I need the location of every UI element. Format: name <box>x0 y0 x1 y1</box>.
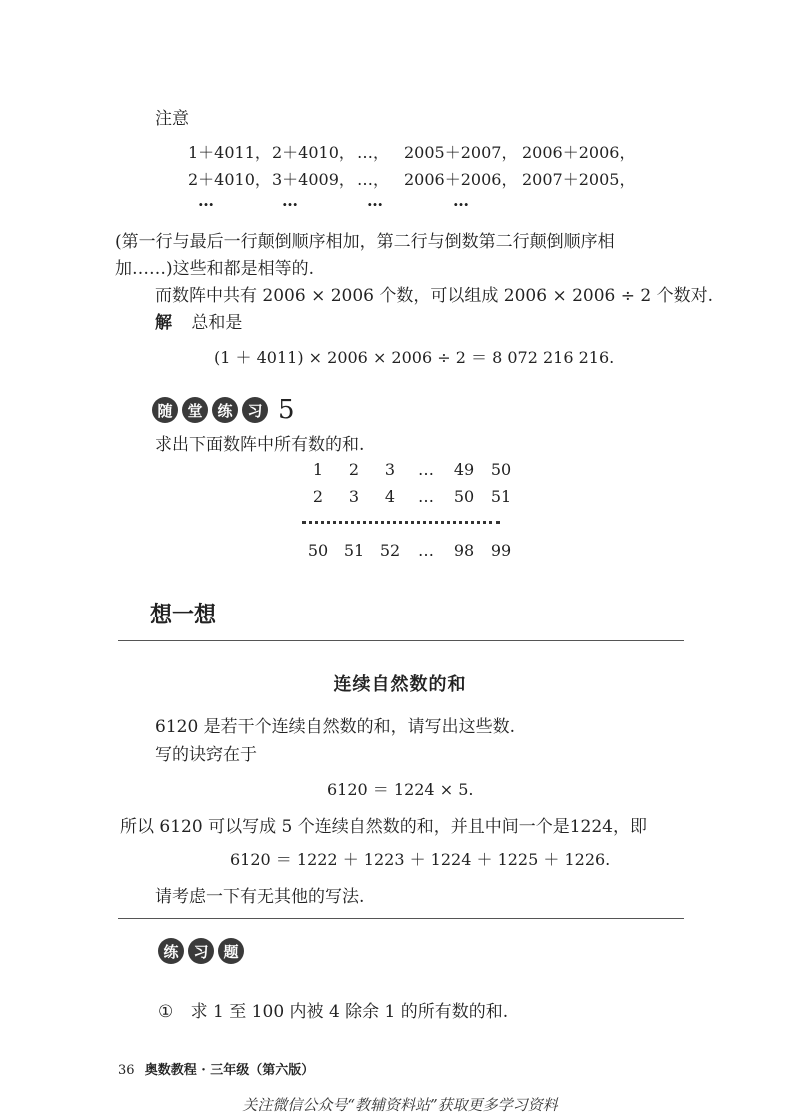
book-title: 奥数教程 · 三年级（第六版） <box>144 1063 315 1078</box>
note-r3-c3: … <box>367 191 383 210</box>
practice-row-1 <box>300 460 518 479</box>
page-number: 36 <box>118 1063 135 1078</box>
watermark-text: 关注微信公众号“教辅资料站”获取更多学习资料 <box>242 1096 558 1114</box>
practice-r1-c5: 49 <box>453 460 475 479</box>
note-r2-c2: 3＋4009， <box>272 170 355 189</box>
think-formula-1: 6120 ＝ 1224 × 5. <box>327 780 474 799</box>
practice-r1-c1: 1 <box>312 460 324 479</box>
practice-badge-3: 练 <box>212 397 238 423</box>
note-r1-c1: 1＋4011， <box>188 143 271 162</box>
solution-text: 总和是 <box>191 313 243 333</box>
note-r1-c5: 2006＋2006， <box>522 143 636 162</box>
practice-badge-2: 堂 <box>182 397 208 423</box>
note-explain-line-1: (第一行与最后一行颠倒顺序相加，第二行与倒数第二行颠倒顺序相 <box>115 232 615 252</box>
note-r2-c4: 2006＋2006， <box>404 170 518 189</box>
practice-r3-c6: 99 <box>490 541 512 560</box>
note-r3-c2: … <box>282 191 298 210</box>
think-line-3: 所以 6120 可以写成 5 个连续自然数的和，并且中间一个是1224，即 <box>120 817 647 837</box>
think-top-rule <box>118 640 684 641</box>
practice-r3-c2: 51 <box>343 541 365 560</box>
note-r3-c1: … <box>198 191 214 210</box>
think-line-2: 写的诀窍在于 <box>155 745 257 765</box>
practice-row-2 <box>300 487 518 506</box>
practice-r2-c6: 51 <box>490 487 512 506</box>
exercise-item-1-marker: ① <box>158 1002 174 1022</box>
practice-r3-c4: … <box>418 541 434 560</box>
practice-r1-c4: … <box>418 460 434 479</box>
exercise-item-1 <box>158 997 508 1022</box>
exercise-item-1-text: 求 1 至 100 内被 4 除余 1 的所有数的和. <box>190 1002 509 1022</box>
practice-header <box>152 395 295 425</box>
practice-r3-c5: 98 <box>453 541 475 560</box>
note-r1-c4: 2005＋2007， <box>404 143 518 162</box>
practice-r2-c4: … <box>418 487 434 506</box>
think-heading: 想一想 <box>150 602 217 628</box>
note-count-line: 而数阵中共有 2006 × 2006 个数，可以组成 2006 × 2006 ÷ 2 个数对. <box>155 286 714 306</box>
practice-r2-c5: 50 <box>453 487 475 506</box>
practice-dotted-line <box>302 521 500 524</box>
exercises-badge-1: 练 <box>158 938 184 964</box>
exercises-header <box>158 938 248 964</box>
note-explain-line-2: 加……)这些和都是相等的. <box>115 259 315 279</box>
note-r1-c3: …， <box>357 143 390 162</box>
solution-label: 解 <box>155 313 172 333</box>
exercises-badge-2: 习 <box>188 938 214 964</box>
think-formula-2: 6120 ＝ 1222 ＋ 1223 ＋ 1224 ＋ 1225 ＋ 1226. <box>230 850 611 869</box>
practice-badge-4: 习 <box>242 397 268 423</box>
practice-r1-c2: 2 <box>348 460 360 479</box>
note-r3-c4: … <box>453 191 469 210</box>
note-r2-c5: 2007＋2005， <box>522 170 636 189</box>
solution-line <box>155 308 242 333</box>
note-label: 注意 <box>155 109 189 129</box>
think-line-4: 请考虑一下有无其他的写法. <box>155 887 365 907</box>
note-r2-c1: 2＋4010， <box>188 170 271 189</box>
practice-r3-c3: 52 <box>379 541 401 560</box>
exercises-badge-3: 题 <box>218 938 244 964</box>
practice-r1-c6: 50 <box>490 460 512 479</box>
note-row-2 <box>188 167 635 190</box>
note-row-3 <box>198 191 469 210</box>
solution-formula: (1 ＋ 4011) × 2006 × 2006 ÷ 2 ＝ 8 072 216 216. <box>214 348 615 367</box>
practice-r3-c1: 50 <box>307 541 329 560</box>
note-r1-c2: 2＋4010， <box>272 143 355 162</box>
practice-r2-c3: 4 <box>384 487 396 506</box>
note-row-1 <box>188 140 635 163</box>
practice-number: 5 <box>278 395 295 425</box>
practice-row-last <box>300 541 518 560</box>
think-line-1: 6120 是若干个连续自然数的和，请写出这些数. <box>155 717 516 737</box>
page-footer <box>118 1059 314 1078</box>
think-title: 连续自然数的和 <box>333 674 467 695</box>
note-r2-c3: …， <box>357 170 390 189</box>
practice-r2-c1: 2 <box>312 487 324 506</box>
practice-badge-1: 随 <box>152 397 178 423</box>
practice-prompt: 求出下面数阵中所有数的和. <box>155 435 365 455</box>
think-bottom-rule <box>118 918 684 919</box>
practice-r1-c3: 3 <box>384 460 396 479</box>
practice-r2-c2: 3 <box>348 487 360 506</box>
